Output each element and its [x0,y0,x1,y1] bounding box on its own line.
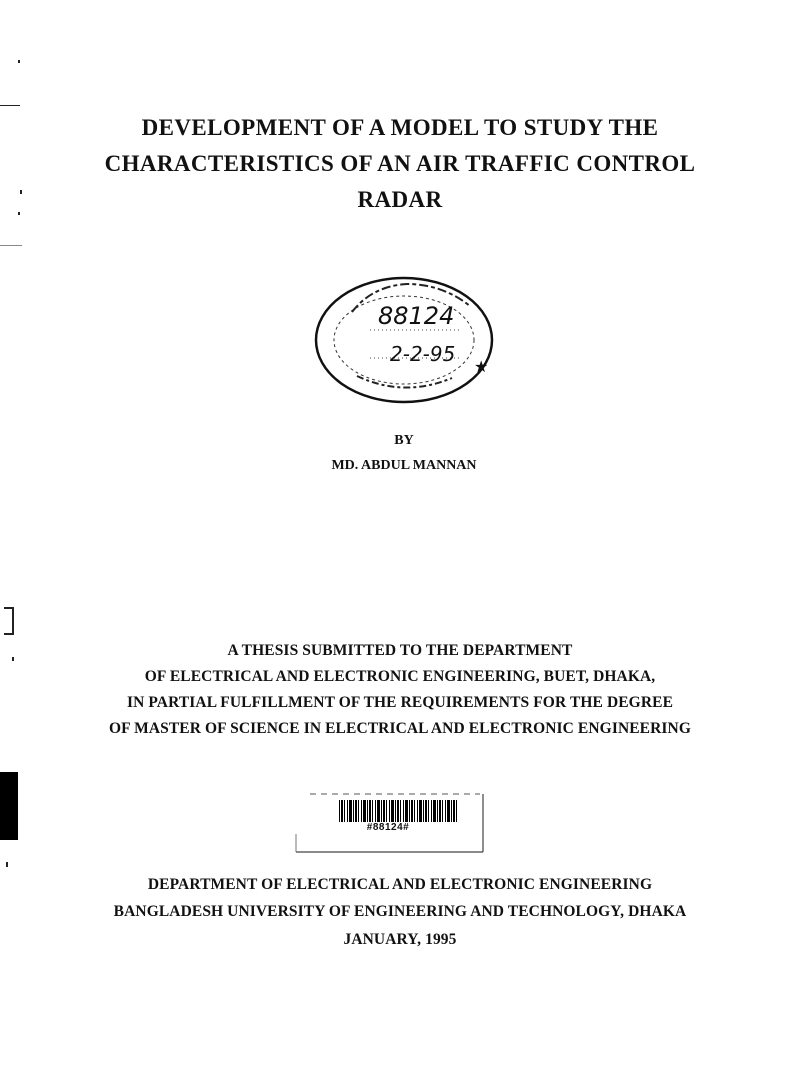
stamp-date: 2-2-95 [390,342,456,366]
thesis-title-line-1: DEVELOPMENT OF A MODEL TO STUDY THE [141,115,659,140]
thesis-statement-line-1: A THESIS SUBMITTED TO THE DEPARTMENT [227,642,573,659]
by-label: BY [394,433,414,448]
thesis-statement-line-3: IN PARTIAL FULFILLMENT OF THE REQUIREMENTS FOR THE DEGREE [126,694,674,711]
barcode-label [290,790,486,854]
thesis-statement-line-4: OF MASTER OF SCIENCE IN ELECTRICAL AND ELECTRONIC ENGINEERING [109,720,691,737]
barcode-bars [339,800,457,822]
library-stamp [312,272,502,412]
scan-artifact [12,607,14,635]
submission-date: JANUARY, 1995 [343,931,457,948]
department-name: DEPARTMENT OF ELECTRICAL AND ELECTRONIC ENGINEERING [147,876,653,893]
barcode-number: #88124# [366,822,410,833]
scan-artifact [0,772,18,840]
scan-artifact [6,862,8,867]
stamp-accession-number: 88124 [378,302,455,330]
thesis-statement-line-2: OF ELECTRICAL AND ELECTRONIC ENGINEERING, BUET, DHAKA, [144,668,656,685]
scan-artifact [0,105,20,106]
thesis-title-line-2: CHARACTERISTICS OF AN AIR TRAFFIC CONTROL [104,151,696,176]
svg-text:★: ★ [474,357,489,376]
author-name: MD. ABDUL MANNAN [331,458,477,473]
scan-artifact [0,245,22,246]
thesis-title-line-3: RADAR [357,187,443,212]
university-name: BANGLADESH UNIVERSITY OF ENGINEERING AND TECHNOLOGY, DHAKA [113,903,687,920]
scan-artifact [18,60,20,63]
